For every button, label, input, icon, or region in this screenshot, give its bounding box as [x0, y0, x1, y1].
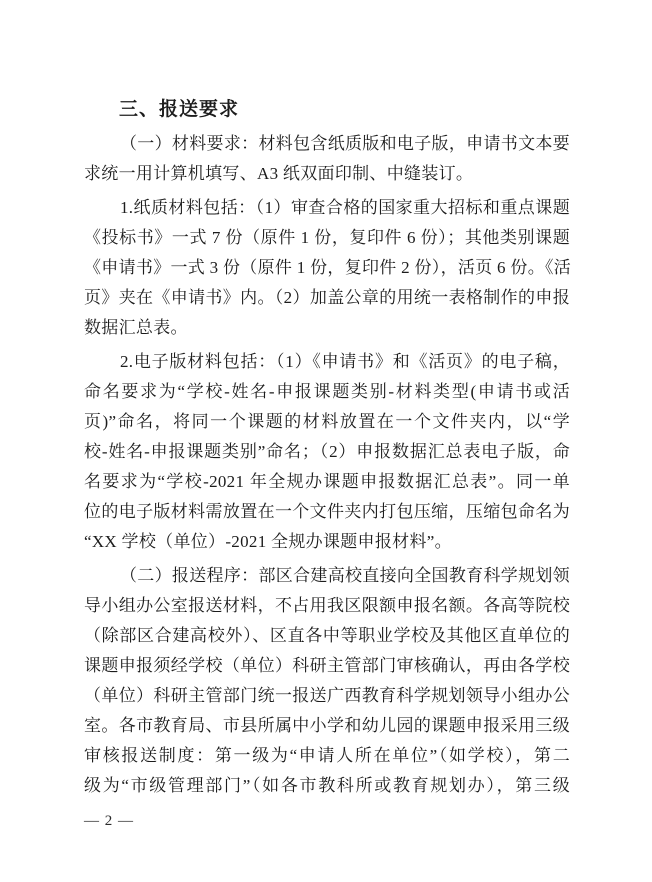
text-line: 数据汇总表。 — [84, 318, 188, 337]
text-line: 位的电子版材料需放置在一个文件夹内打包压缩，压缩包命名为 — [84, 502, 570, 521]
text-line: 名要求为“学校-2021 年全规办课题申报数据汇总表”。同一单 — [84, 472, 570, 491]
text-line: 课题申报须经学校（单位）科研主管部门审核确认，再由各学校 — [84, 656, 570, 675]
text-line: “XX 学校（单位）-2021 全规办课题申报材料”。 — [84, 532, 452, 551]
text-line: 导小组办公室报送材料，不占用我区限额申报名额。各高等院校 — [84, 596, 570, 615]
paragraph-paper-materials — [84, 193, 570, 343]
section-heading: 三、报送要求 — [119, 99, 240, 120]
text-line: 校-姓名-申报课题类别”命名；（2）申报数据汇总表电子版，命 — [84, 442, 570, 461]
text-line: （二）报送程序：部区合建高校直接向全国教育科学规划领 — [120, 566, 570, 585]
text-line: 页)”命名，将同一个课题的材料放置在一个文件夹内，以“学 — [84, 412, 570, 431]
text-line: （除部区合建高校外）、区直各中等职业学校及其他区直单位的 — [84, 626, 570, 645]
text-line: 命名要求为“学校-姓名-申报课题类别-材料类型(申请书或活 — [84, 382, 570, 401]
text-line: 审核报送制度：第一级为“申请人所在单位”（如学校），第二 — [84, 746, 570, 765]
paragraph-submission-procedure — [84, 561, 570, 801]
text-line: 室。各市教育局、市县所属中小学和幼儿园的课题申报采用三级 — [84, 716, 570, 735]
page-number: — 2 — — [84, 813, 134, 829]
text-line: 2.电子版材料包括：（1）《申请书》和《活页》的电子稿， — [120, 352, 570, 371]
paragraph-material-requirements — [84, 129, 570, 189]
text-line: 求统一用计算机填写、A3 纸双面印制、中缝装订。 — [84, 164, 474, 183]
text-line: （一）材料要求：材料包含纸质版和电子版，申请书文本要 — [120, 134, 570, 153]
text-line: 《投标书》一式 7 份（原件 1 份，复印件 6 份）；其他类别课题 — [84, 228, 570, 247]
text-line: 页》夹在《申请书》内。（2）加盖公章的用统一表格制作的申报 — [84, 288, 570, 307]
text-line: （单位）科研主管部门统一报送广西教育科学规划领导小组办公 — [84, 686, 570, 705]
text-line: 《申请书》一式 3 份（原件 1 份，复印件 2 份），活页 6 份。《活 — [84, 258, 572, 277]
text-line: 级为“市级管理部门”（如各市教科所或教育规划办），第三级 — [84, 776, 570, 795]
paragraph-electronic-materials — [84, 347, 570, 557]
text-line: 1.纸质材料包括：（1）审查合格的国家重大招标和重点课题 — [120, 198, 570, 217]
